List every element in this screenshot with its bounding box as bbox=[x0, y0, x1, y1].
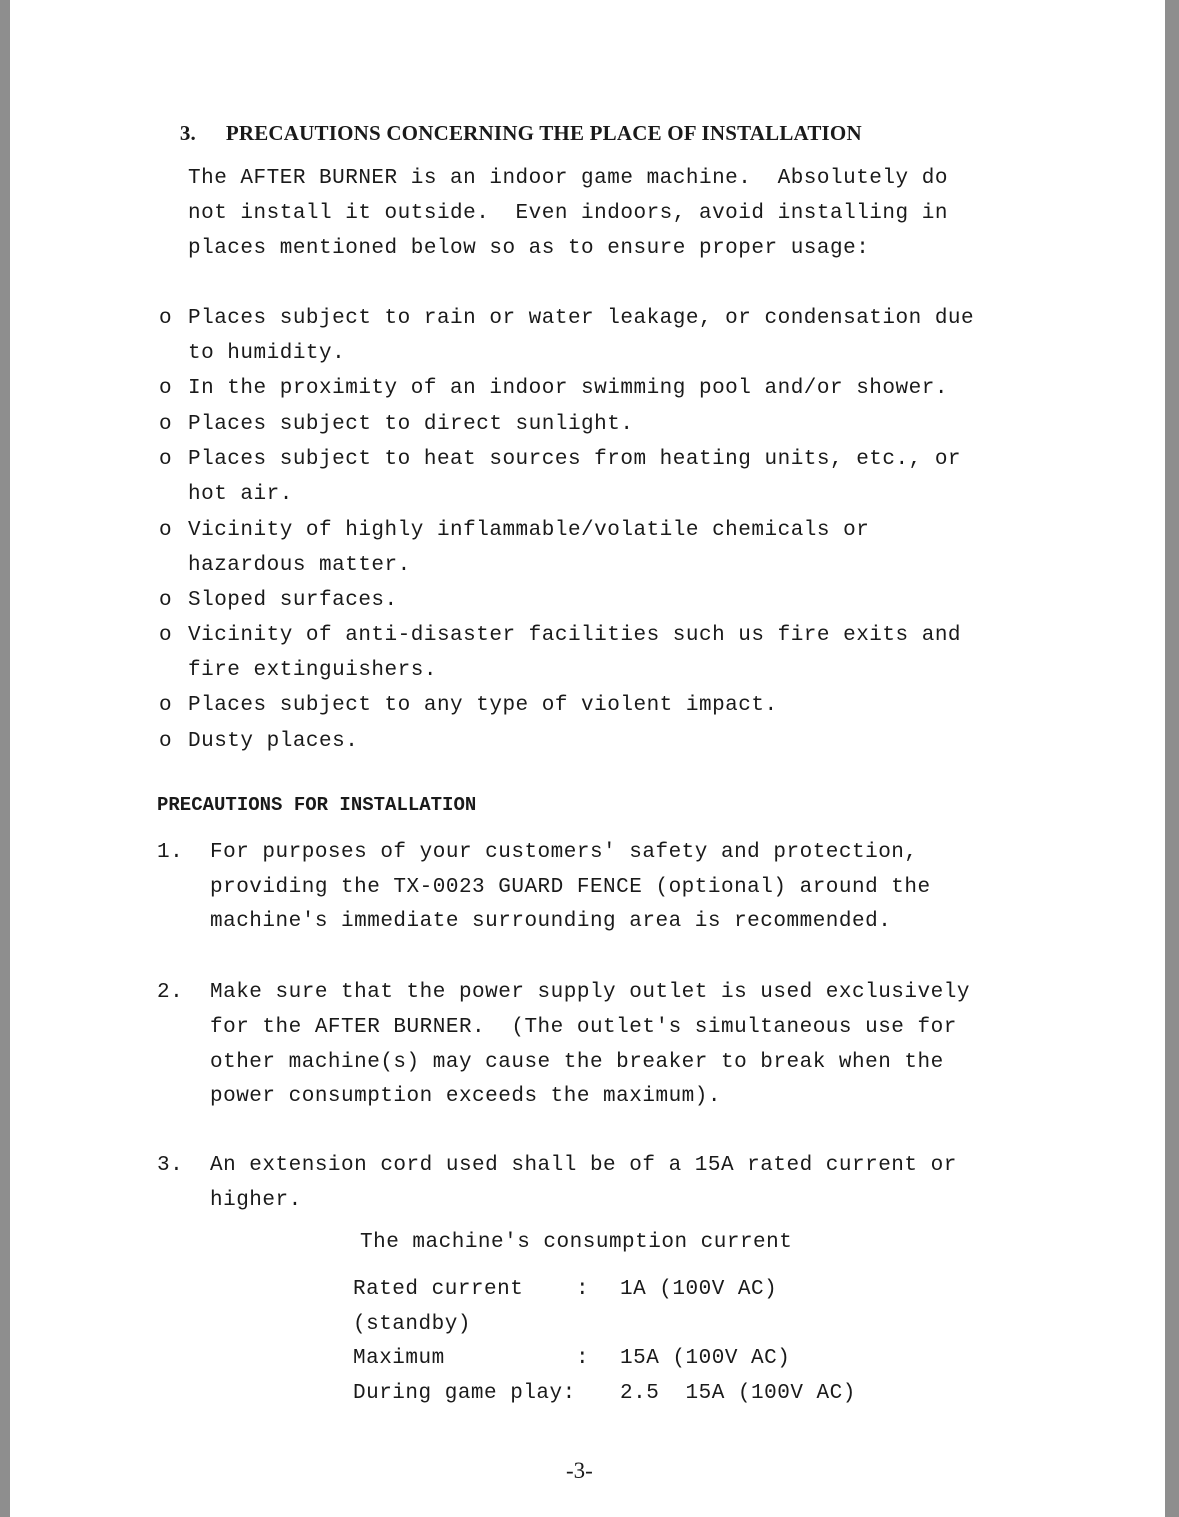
item-line: An extension cord used shall be of a 15A rated current or bbox=[210, 1154, 957, 1177]
spec-label: (standby) bbox=[353, 1313, 471, 1336]
item-line: machine's immediate surrounding area is recommended. bbox=[210, 910, 892, 933]
intro-line: places mentioned below so as to ensure proper usage: bbox=[188, 237, 870, 260]
list-item-continuation: fire extinguishers. bbox=[188, 659, 437, 682]
list-item-text: Vicinity of anti-disaster facilities such us fire exits and bbox=[188, 624, 962, 647]
item-line: other machine(s) may cause the breaker to break when the bbox=[210, 1051, 944, 1074]
list-item-text: In the proximity of an indoor swimming pool and/or shower. bbox=[188, 377, 948, 400]
bullet-marker: o bbox=[159, 624, 173, 647]
spec-value: 1A (100V AC) bbox=[620, 1278, 778, 1301]
spec-label: Maximum bbox=[353, 1347, 445, 1370]
item-line: power consumption exceeds the maximum). bbox=[210, 1085, 721, 1108]
consumption-caption: The machine's consumption current bbox=[360, 1231, 793, 1254]
list-item-text: Places subject to rain or water leakage, or condensation due bbox=[188, 307, 975, 330]
list-item-continuation: hazardous matter. bbox=[188, 554, 411, 577]
bullet-marker: o bbox=[159, 307, 173, 330]
item-line: higher. bbox=[210, 1189, 302, 1212]
list-item-text: Dusty places. bbox=[188, 730, 359, 753]
page-number: -3- bbox=[566, 1458, 593, 1483]
bullet-marker: o bbox=[159, 448, 173, 471]
bullet-marker: o bbox=[159, 413, 173, 436]
bullet-marker: o bbox=[159, 730, 173, 753]
list-item-text: Places subject to heat sources from heating units, etc., or bbox=[188, 448, 962, 471]
bullet-marker: o bbox=[159, 519, 173, 542]
spec-label: Rated current bbox=[353, 1278, 524, 1301]
spec-value: 15A (100V AC) bbox=[620, 1347, 791, 1370]
bullet-marker: o bbox=[159, 694, 173, 717]
list-item-text: Places subject to direct sunlight. bbox=[188, 413, 634, 436]
list-item-continuation: hot air. bbox=[188, 483, 293, 506]
item-number: 2. bbox=[157, 981, 184, 1004]
item-line: For purposes of your customers' safety and protection, bbox=[210, 841, 918, 864]
intro-line: not install it outside. Even indoors, avoid installing in bbox=[188, 202, 948, 225]
spec-colon: : bbox=[576, 1278, 590, 1301]
item-line: providing the TX-0023 GUARD FENCE (optional) around the bbox=[210, 876, 931, 899]
document-page bbox=[10, 0, 1165, 1517]
list-item-continuation: to humidity. bbox=[188, 342, 346, 365]
spec-label: During game play: bbox=[353, 1382, 576, 1405]
section-title-text: PRECAUTIONS CONCERNING THE PLACE OF INSTALLATION bbox=[225, 121, 862, 145]
item-line: for the AFTER BURNER. (The outlet's simultaneous use for bbox=[210, 1016, 957, 1039]
list-item-text: Vicinity of highly inflammable/volatile chemicals or bbox=[188, 519, 870, 542]
item-number: 1. bbox=[157, 841, 184, 864]
section-title bbox=[158, 96, 862, 171]
list-item-text: Sloped surfaces. bbox=[188, 589, 398, 612]
bullet-marker: o bbox=[159, 377, 173, 400]
installation-heading: PRECAUTIONS FOR INSTALLATION bbox=[157, 794, 477, 816]
section-number: 3. bbox=[179, 121, 196, 145]
intro-line: The AFTER BURNER is an indoor game machine. Absolutely do bbox=[188, 167, 948, 190]
spec-value: 2.5 15A (100V AC) bbox=[620, 1382, 856, 1405]
list-item-text: Places subject to any type of violent impact. bbox=[188, 694, 778, 717]
spec-colon: : bbox=[576, 1347, 590, 1370]
item-number: 3. bbox=[157, 1154, 184, 1177]
bullet-marker: o bbox=[159, 589, 173, 612]
item-line: Make sure that the power supply outlet is used exclusively bbox=[210, 981, 970, 1004]
